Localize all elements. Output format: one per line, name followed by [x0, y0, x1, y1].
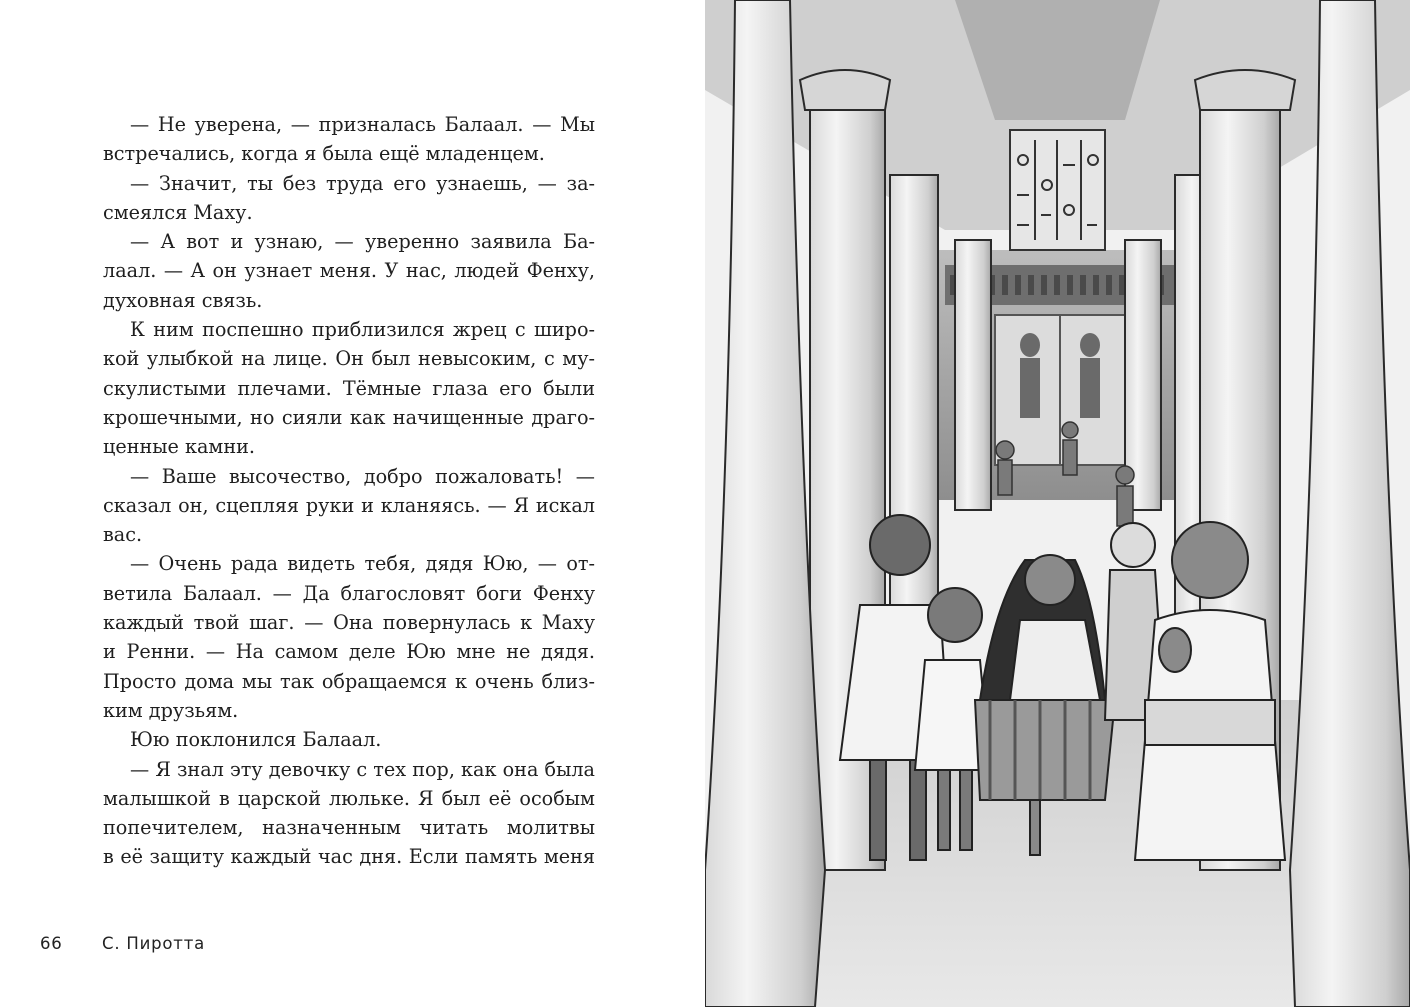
text-line: Просто дома мы так обращаемся к очень близ-: [103, 669, 595, 693]
text-line: лаал. — А он узнает меня. У нас, людей Фенху,: [103, 259, 595, 283]
text-line: — Значит, ты без труда его узнаешь, — за-: [130, 171, 595, 195]
text-line: в её защиту каждый час дня. Если память меня: [103, 845, 595, 869]
text-line: Юю поклонился Балаал.: [130, 728, 382, 752]
text-line: ветила Балаал. — Да благословят боги Фенху: [103, 581, 595, 605]
temple-illustration: [705, 0, 1410, 1007]
text-line: попечителем, назначенным читать молитвы: [103, 816, 595, 840]
text-line: — Не уверена, — призналась Балаал. — Мы: [130, 113, 595, 136]
text-line: кой улыбкой на лице. Он был невысоким, с му-: [103, 347, 595, 371]
text-line: сказал он, сцепляя руки и кланяясь. — Я искал: [103, 493, 595, 517]
page-number: 66: [40, 934, 63, 953]
text-line: смеялся Маху.: [103, 200, 253, 224]
text-line: — Я знал эту девочку с тех пор, как она была: [130, 757, 595, 781]
text-line: — Очень рада видеть тебя, дядя Юю, — от-: [130, 552, 595, 576]
right-page: [705, 0, 1410, 1007]
text-line: ким друзьям.: [103, 698, 239, 722]
running-footer-author: С. Пиротта: [102, 934, 206, 953]
body-text: [103, 110, 595, 872]
text-line: — А вот и узнаю, — уверенно заявила Ба-: [130, 230, 595, 254]
text-line: крошечными, но сияли как начищенные драго-: [103, 405, 595, 429]
text-line: встречались, когда я была ещё младенцем.: [103, 142, 545, 166]
text-line: малышкой в царской люльке. Я был её особым: [103, 786, 595, 810]
text-line: и Ренни. — На самом деле Юю мне не дядя.: [103, 640, 595, 664]
text-line: каждый твой шаг. — Она повернулась к Маху: [103, 611, 595, 635]
text-line: ценные камни.: [103, 435, 256, 459]
text-line: К ним поспешно приблизился жрец с широ-: [130, 318, 595, 342]
text-line: духовная связь.: [103, 288, 263, 312]
text-line: вас.: [103, 523, 143, 547]
text-line: — Ваше высочество, добро пожаловать! —: [130, 464, 595, 488]
text-line: скулистыми плечами. Тёмные глаза его были: [103, 376, 595, 400]
